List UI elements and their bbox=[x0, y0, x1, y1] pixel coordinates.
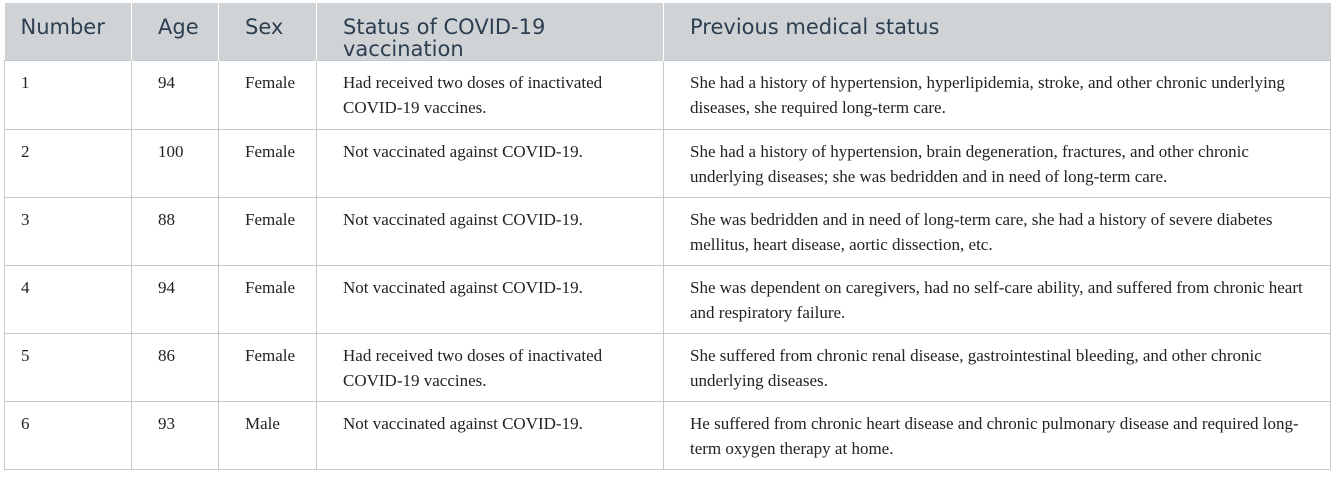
table-row bbox=[5, 198, 1331, 266]
cell-sex: Female bbox=[219, 334, 317, 402]
patient-table bbox=[4, 3, 1331, 470]
cell-age: 88 bbox=[132, 198, 219, 266]
cell-age: 100 bbox=[132, 130, 219, 198]
table-row bbox=[5, 130, 1331, 198]
cell-sex: Female bbox=[219, 266, 317, 334]
cell-previous-medical-status: She had a history of hypertension, hyperlipidemia, stroke, and other chronic underlying diseases, she required long-term care. bbox=[664, 61, 1331, 130]
header-sex: Sex bbox=[219, 3, 317, 61]
cell-previous-medical-status: She was bedridden and in need of long-term care, she had a history of severe diabetes mellitus, heart disease, aortic dissection, etc. bbox=[664, 198, 1331, 266]
cell-sex: Male bbox=[219, 402, 317, 470]
cell-age: 94 bbox=[132, 61, 219, 130]
cell-age: 86 bbox=[132, 334, 219, 402]
table-row bbox=[5, 266, 1331, 334]
cell-number: 5 bbox=[5, 334, 132, 402]
table-row bbox=[5, 402, 1331, 470]
cell-vaccination-status: Not vaccinated against COVID-19. bbox=[317, 130, 664, 198]
cell-number: 4 bbox=[5, 266, 132, 334]
cell-vaccination-status: Not vaccinated against COVID-19. bbox=[317, 198, 664, 266]
cell-number: 3 bbox=[5, 198, 132, 266]
cell-vaccination-status: Had received two doses of inactivated COVID-19 vaccines. bbox=[317, 334, 664, 402]
table-body bbox=[5, 61, 1331, 470]
cell-vaccination-status: Not vaccinated against COVID-19. bbox=[317, 266, 664, 334]
cell-number: 6 bbox=[5, 402, 132, 470]
cell-previous-medical-status: She had a history of hypertension, brain degeneration, fractures, and other chronic underlying diseases; she was bedridden and in need of long-term care. bbox=[664, 130, 1331, 198]
header-number: Number bbox=[5, 3, 132, 61]
cell-sex: Female bbox=[219, 198, 317, 266]
cell-age: 94 bbox=[132, 266, 219, 334]
table-row bbox=[5, 334, 1331, 402]
cell-number: 2 bbox=[5, 130, 132, 198]
table-header bbox=[5, 3, 1331, 61]
cell-vaccination-status: Not vaccinated against COVID-19. bbox=[317, 402, 664, 470]
cell-sex: Female bbox=[219, 130, 317, 198]
table-row bbox=[5, 61, 1331, 130]
header-previous-medical-status: Previous medical status bbox=[664, 3, 1331, 61]
cell-previous-medical-status: She suffered from chronic renal disease, gastrointestinal bleeding, and other chronic underlying diseases. bbox=[664, 334, 1331, 402]
header-row bbox=[5, 3, 1331, 61]
header-age: Age bbox=[132, 3, 219, 61]
header-vaccination-status: Status of COVID-19 vaccination bbox=[317, 3, 664, 61]
cell-sex: Female bbox=[219, 61, 317, 130]
cell-previous-medical-status: He suffered from chronic heart disease and chronic pulmonary disease and required long-term oxygen therapy at home. bbox=[664, 402, 1331, 470]
cell-age: 93 bbox=[132, 402, 219, 470]
cell-number: 1 bbox=[5, 61, 132, 130]
cell-vaccination-status: Had received two doses of inactivated COVID-19 vaccines. bbox=[317, 61, 664, 130]
cell-previous-medical-status: She was dependent on caregivers, had no self-care ability, and suffered from chronic heart and respiratory failure. bbox=[664, 266, 1331, 334]
